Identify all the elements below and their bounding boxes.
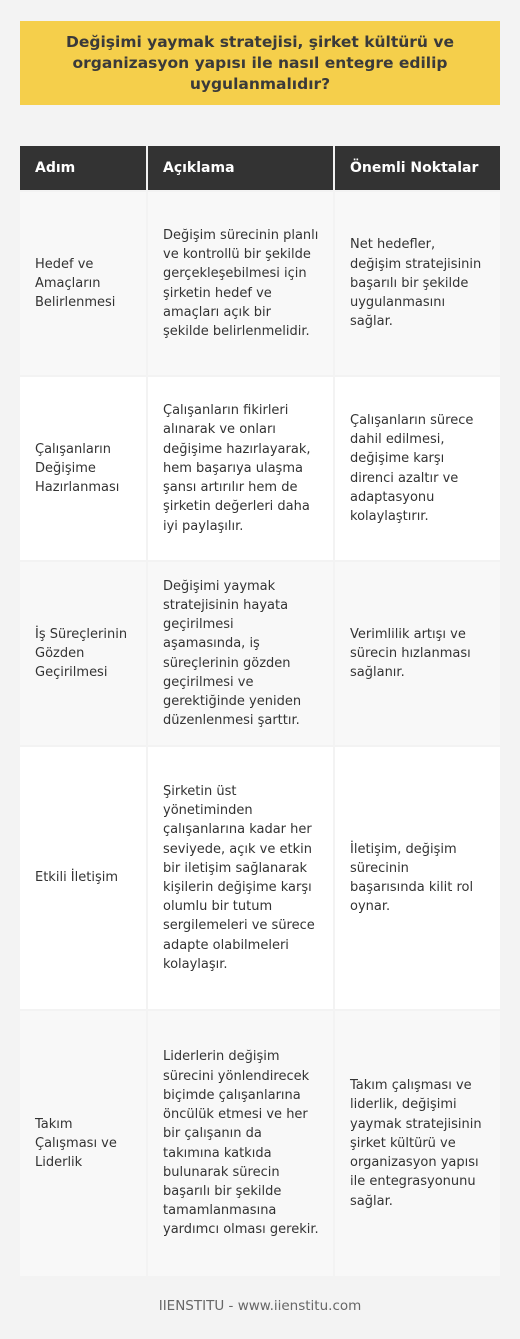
cell-key-points: Verimlilik artışı ve sürecin hızlanması sağlanır. [334, 561, 500, 746]
page-title: Değişimi yaymak stratejisi, şirket kültürü ve organizasyon yapısı ile nasıl entegre edilip uygulanmalıdır? [66, 32, 454, 93]
header-step: Adım [20, 146, 147, 191]
cell-key-points: Takım çalışması ve liderlik, değişimi yaymak stratejisinin şirket kültürü ve organizasyon yapısı ile entegrasyonunu sağlar. [334, 1010, 500, 1276]
cell-step: İş Süreçlerinin Gözden Geçirilmesi [20, 561, 147, 746]
steps-table [20, 146, 500, 1276]
header-description: Açıklama [147, 146, 334, 191]
table-row [20, 1010, 500, 1276]
table-row [20, 376, 500, 561]
cell-key-points: Net hedefler, değişim stratejisinin başarılı bir şekilde uygulanmasını sağlar. [334, 191, 500, 376]
table-row [20, 561, 500, 746]
cell-key-points: İletişim, değişim sürecinin başarısında kilit rol oynar. [334, 746, 500, 1010]
footer-credit: IIENSTITU - www.iienstitu.com [158, 1298, 362, 1314]
cell-step: Hedef ve Amaçların Belirlenmesi [20, 191, 147, 376]
cell-step: Çalışanların Değişime Hazırlanması [20, 376, 147, 561]
table-header-row [20, 146, 500, 191]
table-row [20, 191, 500, 376]
cell-description: Değişim sürecinin planlı ve kontrollü bir şekilde gerçekleşebilmesi için şirketin hedef ve amaçları açık bir şekilde belirlenmelidir. [147, 191, 334, 376]
header-key-points: Önemli Noktalar [334, 146, 500, 191]
cell-step: Etkili İletişim [20, 746, 147, 1010]
cell-key-points: Çalışanların sürece dahil edilmesi, değişime karşı direnci azaltır ve adaptasyonu kolaylaştırır. [334, 376, 500, 561]
table-row [20, 746, 500, 1010]
cell-description: Değişimi yaymak stratejisinin hayata geçirilmesi aşamasında, iş süreçlerinin gözden geçirilmesi ve gerektiğinde yeniden düzenlenmesi şarttır. [147, 561, 334, 746]
cell-step: Takım Çalışması ve Liderlik [20, 1010, 147, 1276]
cell-description: Çalışanların fikirleri alınarak ve onları değişime hazırlayarak, hem başarıya ulaşma şansı artırılır hem de şirketin değerleri daha iyi paylaşılır. [147, 376, 334, 561]
cell-description: Liderlerin değişim sürecini yönlendirecek biçimde çalışanlarına öncülük etmesi ve her bir çalışanın da takımına katkıda bulunarak sürecin başarılı bir şekilde tamamlanmasına yardımcı olması gerekir. [147, 1010, 334, 1276]
title-banner [20, 21, 500, 105]
cell-description: Şirketin üst yönetiminden çalışanlarına kadar her seviyede, açık ve etkin bir iletişim sağlanarak kişilerin değişime karşı olumlu bir tutum sergilemeleri ve sürece adapte olabilmeleri kolaylaşır. [147, 746, 334, 1010]
